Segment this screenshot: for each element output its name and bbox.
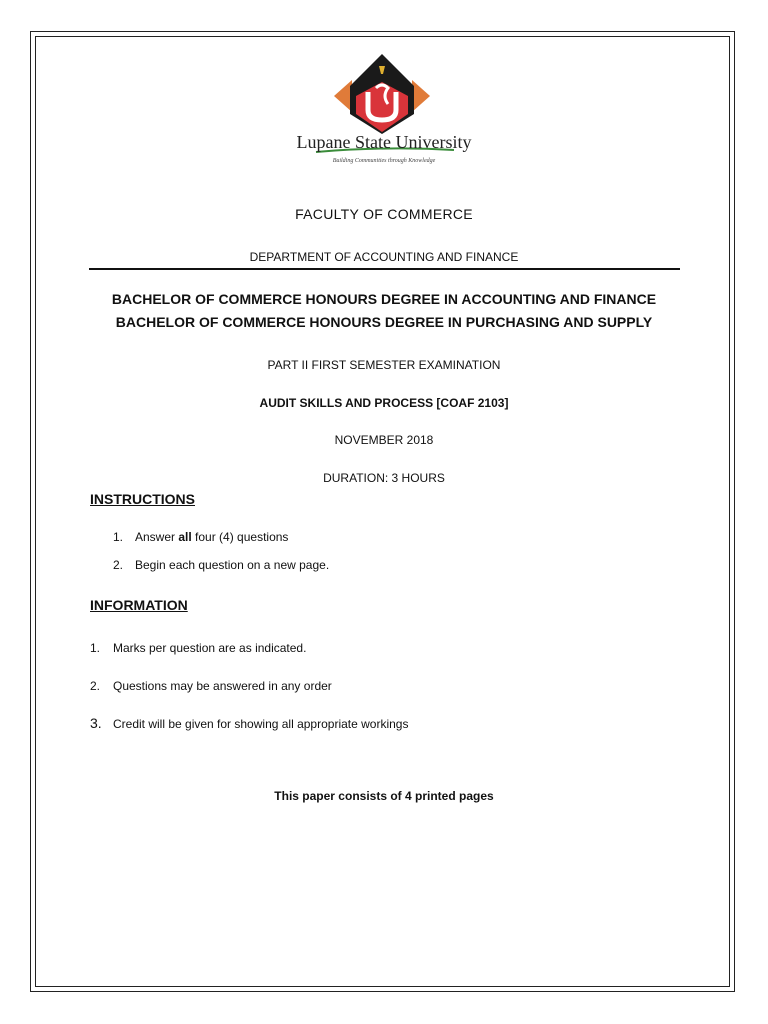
course-title: AUDIT SKILLS AND PROCESS [COAF 2103] [259,396,509,410]
information-heading: INFORMATION [90,597,188,613]
information-number-1: 1. [90,641,101,655]
exam-date: NOVEMBER 2018 [334,433,434,447]
instruction-item-1: Answer all four (4) questions [135,530,289,544]
page-count-note: This paper consists of 4 printed pages [274,789,494,803]
degree-title-2: BACHELOR OF COMMERCE HONOURS DEGREE IN PURCHASING AND SUPPLY [115,314,653,330]
degree-title-1: BACHELOR OF COMMERCE HONOURS DEGREE IN ACCOUNTING AND FINANCE [111,291,657,307]
instruction-number-2: 2. [113,558,124,572]
information-item-3: Credit will be given for showing all appropriate workings [113,717,409,731]
information-number-3: 3. [90,715,102,731]
exam-part: PART II FIRST SEMESTER EXAMINATION [267,358,501,372]
information-item-2: Questions may be answered in any order [113,679,332,693]
exam-duration: DURATION: 3 HOURS [323,471,445,485]
instructions-heading: INSTRUCTIONS [90,491,195,507]
header-divider [89,268,680,270]
information-item-1: Marks per question are as indicated. [113,641,307,655]
department-title: DEPARTMENT OF ACCOUNTING AND FINANCE [249,250,519,264]
faculty-title: FACULTY OF COMMERCE [295,206,473,222]
information-number-2: 2. [90,679,101,693]
university-tagline: Building Communities through Knowledge [332,158,436,164]
instruction-item-2: Begin each question on a new page. [135,558,330,572]
instruction-number-1: 1. [113,530,124,544]
emphasis-all: all [178,530,192,544]
university-name: Lupane State University [296,132,472,152]
